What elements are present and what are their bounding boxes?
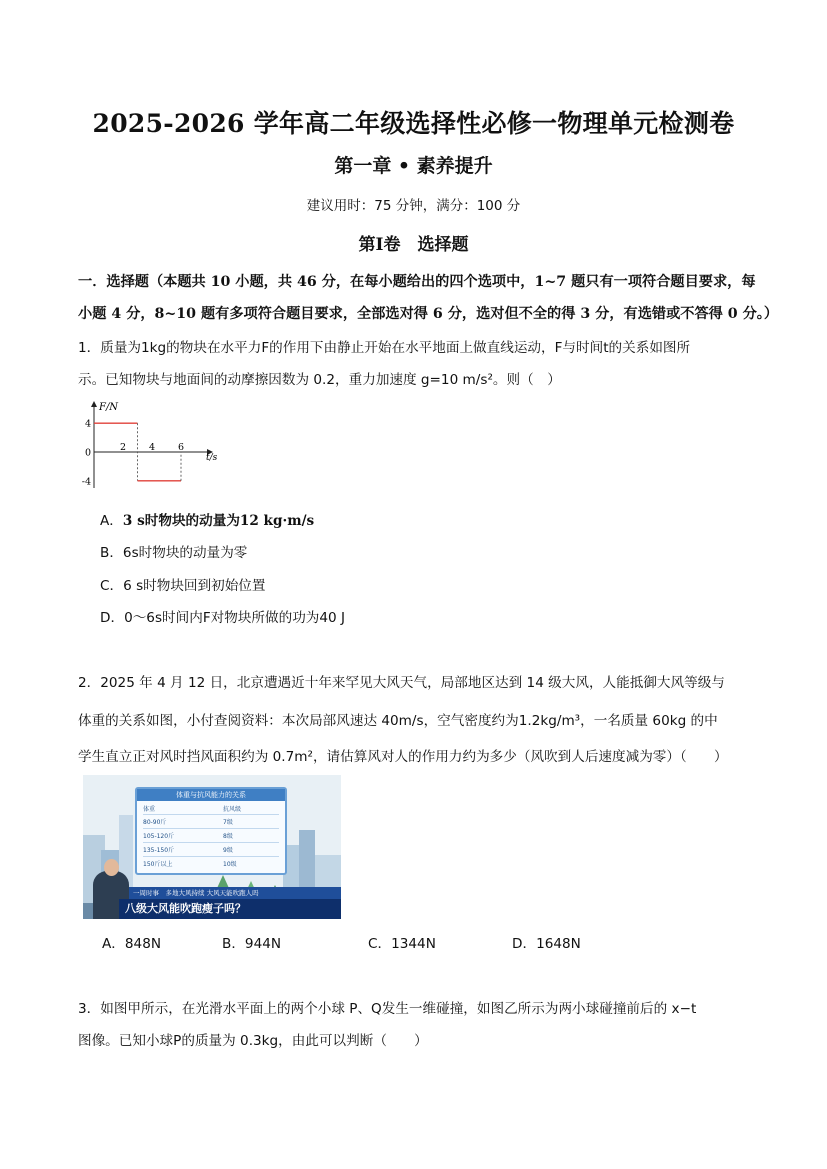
instructions-line-2: 小题 4 分，8~10 题有多项符合题目要求，全部选对得 6 分，选对但不全的得 3 分，有选错或不答得 0 分。）	[78, 306, 779, 322]
q2-option-b-label: B．	[222, 936, 245, 952]
q1-option-a-text: 3 s时物块的动量为12 kg·m/s	[122, 513, 315, 529]
q1-option-c[interactable]	[100, 574, 266, 594]
y-tick-label: -4	[81, 476, 91, 488]
q2-option-c-label: C．	[368, 936, 392, 952]
board-col-weight: 体重	[143, 806, 156, 813]
chapter-subtitle: 第一章 • 素养提升	[334, 155, 493, 177]
row-level: 8级	[223, 833, 233, 840]
q1-option-c-text: 6 s时物块回到初始位置	[123, 578, 266, 594]
x-axis-label: t/s	[206, 453, 218, 463]
board-row	[143, 856, 279, 870]
news-ticker: 一周时事 多地大风持续 大风天能吹跑人吗	[129, 887, 341, 899]
q2-option-d-text: 1648N	[536, 936, 581, 952]
q2-option-a-text: 848N	[124, 936, 162, 952]
q3-stem-line-2: 图像。已知小球P的质量为 0.3kg，由此可以判断（ ）	[78, 1033, 428, 1049]
row-weight: 135-150斤	[143, 847, 175, 854]
q1-option-d-text: 0～6s时间内F对物块所做的功为40 J	[124, 610, 346, 626]
q1-option-b-text: 6s时物块的动量为零	[122, 545, 248, 561]
q1-stem-line-2: 示。已知物块与地面间的动摩擦因数为 0.2，重力加速度 g=10 m/s²。则（ ）	[78, 372, 561, 388]
q1-option-b[interactable]	[100, 541, 247, 561]
q1-option-b-label: B．	[100, 545, 123, 561]
q1-option-d[interactable]	[100, 606, 345, 626]
q2-option-d[interactable]	[512, 932, 581, 952]
q2-stem-line-1: 2．2025 年 4 月 12 日，北京遭遇近十年来罕见大风天气，局部地区达到 14 级大风，人能抵御大风等级与	[78, 675, 725, 691]
board-row	[143, 842, 279, 856]
q2-option-d-label: D．	[512, 936, 537, 952]
section-heading: 第Ⅰ卷 选择题	[358, 235, 469, 255]
row-weight: 80-90斤	[143, 819, 167, 826]
board-row	[143, 814, 279, 828]
row-level: 7级	[223, 819, 233, 826]
y-axis-label: F/N	[99, 402, 119, 413]
row-weight: 150斤以上	[143, 861, 173, 868]
page-title: 2025-2026 学年高二年级选择性必修一物理单元检测卷	[92, 109, 735, 138]
y-tick-label: 4	[84, 418, 91, 430]
presenter-head	[104, 859, 119, 876]
board-rows	[137, 814, 285, 870]
row-level: 10级	[223, 861, 237, 868]
board-title: 体重与抗风能力的关系	[137, 789, 285, 801]
info-board	[135, 787, 287, 875]
q1-option-c-label: C．	[100, 578, 124, 594]
board-header-row	[137, 801, 285, 814]
x-tick-label: 6	[177, 442, 185, 453]
news-caption: 八级大风能吹跑瘦子吗？	[119, 899, 341, 919]
y-tick-label: 0	[84, 447, 91, 459]
instructions-line-1: 一．选择题（本题共 10 小题，共 46 分，在每小题给出的四个选项中，1~7 题只有一项符合题目要求，每	[78, 274, 756, 290]
q1-option-d-label: D．	[100, 610, 125, 626]
force-time-chart	[80, 398, 230, 490]
x-tick-label: 2	[119, 442, 127, 453]
q2-stem-line-2: 体重的关系如图，小付查阅资料：本次局部风速达 40m/s，空气密度约为1.2kg/m³，一名质量 60kg 的中	[78, 713, 718, 729]
board-row	[143, 828, 279, 842]
q1-option-a-label: A．	[100, 513, 123, 529]
time-score-note: 建议用时：75 分钟，满分：100 分	[306, 198, 521, 214]
wind-weight-news-image	[83, 775, 341, 919]
q2-option-c-text: 1344N	[391, 936, 436, 952]
q1-option-a[interactable]	[100, 509, 314, 529]
row-level: 9级	[223, 847, 233, 854]
x-tick-label: 4	[148, 442, 156, 453]
row-weight: 105-120斤	[143, 833, 175, 840]
board-col-level: 抗风级	[223, 806, 242, 813]
q2-option-b-text: 944N	[244, 936, 282, 952]
q2-stem-line-3: 学生直立正对风时挡风面积约为 0.7m²，请估算风对人的作用力约为多少（风吹到人后速度减为零）（ ）	[78, 749, 728, 765]
q2-option-b[interactable]	[222, 932, 281, 952]
q1-stem-line-1: 1．质量为1kg的物块在水平力F的作用下由静止开始在水平地面上做直线运动，F与时间t的关系如图所	[78, 340, 691, 356]
q3-stem-line-1: 3．如图甲所示，在光滑水平面上的两个小球 P、Q发生一维碰撞，如图乙所示为两小球碰撞前后的 x−t	[78, 1001, 697, 1017]
q2-option-a[interactable]	[102, 932, 161, 952]
q2-option-c[interactable]	[368, 932, 436, 952]
q2-option-a-label: A．	[102, 936, 125, 952]
